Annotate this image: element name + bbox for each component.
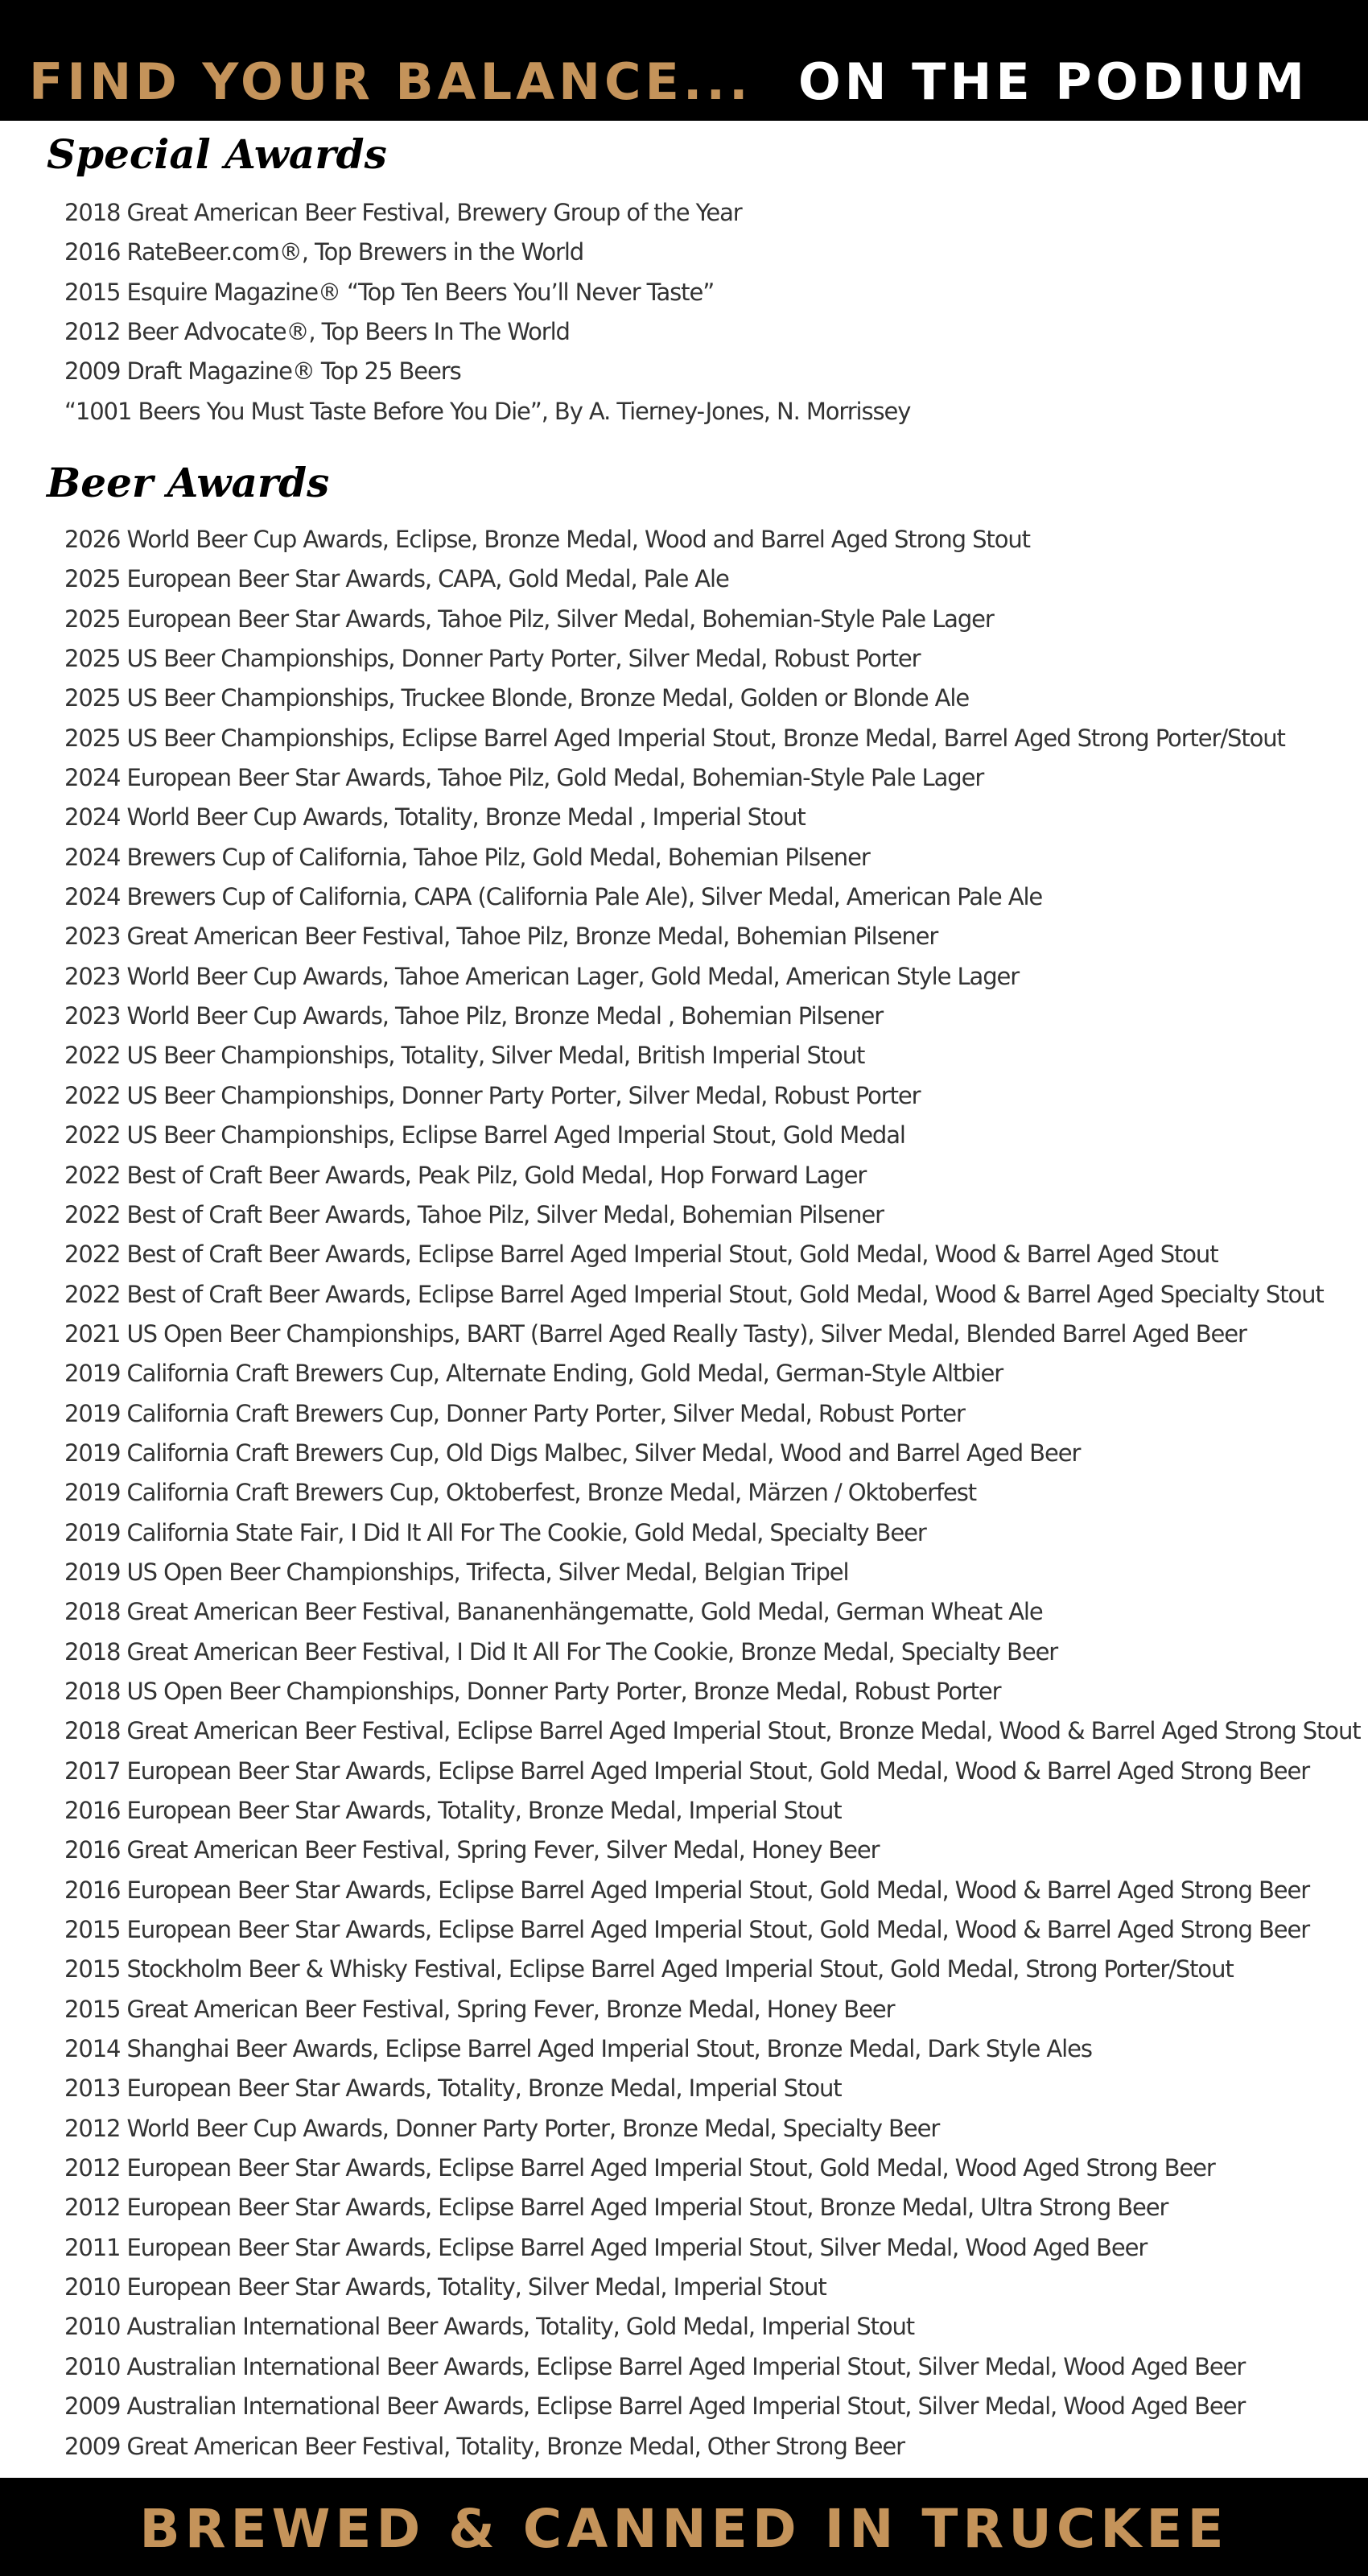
award-item: 2022 Best of Craft Beer Awards, Peak Pilz, Gold Medal, Hop Forward Lager (64, 1161, 867, 1189)
footer-title: BREWED & CANNED IN TRUCKEE (139, 2498, 1229, 2560)
award-item: 2024 Brewers Cup of California, CAPA (California Pale Ale), Silver Medal, American Pale Ale (64, 883, 1043, 911)
award-item: 2010 Australian International Beer Awards, Eclipse Barrel Aged Imperial Stout, Silver Medal, Wood Aged Beer (64, 2352, 1246, 2380)
award-item: 2018 Great American Beer Festival, Brewery Group of the Year (64, 199, 742, 226)
award-item: 2015 Great American Beer Festival, Spring Fever, Bronze Medal, Honey Beer (64, 1995, 895, 2023)
award-item: 2018 US Open Beer Championships, Donner Party Porter, Bronze Medal, Robust Porter (64, 1677, 1001, 1705)
award-item: 2022 US Beer Championships, Donner Party Porter, Silver Medal, Robust Porter (64, 1081, 921, 1109)
award-item: 2025 US Beer Championships, Donner Party Porter, Silver Medal, Robust Porter (64, 645, 921, 673)
award-item: 2021 US Open Beer Championships, BART (Barrel Aged Really Tasty), Silver Medal, Blended Barrel Aged Beer (64, 1319, 1246, 1348)
award-item: 2016 European Beer Star Awards, Totality, Bronze Medal, Imperial Stout (64, 1797, 842, 1824)
award-item: 2022 Best of Craft Beer Awards, Eclipse Barrel Aged Imperial Stout, Gold Medal, Wood & Barrel Aged Specialty Stout (64, 1280, 1324, 1308)
beer-awards-heading: Beer Awards (47, 459, 330, 506)
award-item: 2016 RateBeer.com®, Top Brewers in the World (64, 238, 584, 266)
award-item: 2016 European Beer Star Awards, Eclipse Barrel Aged Imperial Stout, Gold Medal, Wood & Barrel Aged Strong Beer (64, 1876, 1310, 1904)
award-item: 2009 Draft Magazine® Top 25 Beers (64, 357, 461, 386)
award-item: 2016 Great American Beer Festival, Spring Fever, Silver Medal, Honey Beer (64, 1836, 880, 1864)
award-item: 2010 Australian International Beer Awards, Totality, Gold Medal, Imperial Stout (64, 2313, 915, 2341)
award-item: 2025 European Beer Star Awards, CAPA, Gold Medal, Pale Ale (64, 565, 729, 593)
award-item: 2025 US Beer Championships, Truckee Blonde, Bronze Medal, Golden or Blonde Ale (64, 684, 970, 712)
award-item: 2015 Esquire Magazine® “Top Ten Beers You’ll Never Taste” (64, 278, 715, 306)
award-item: 2022 US Beer Championships, Eclipse Barrel Aged Imperial Stout, Gold Medal (64, 1121, 905, 1150)
award-item: 2023 World Beer Cup Awards, Tahoe Pilz, Bronze Medal , Bohemian Pilsener (64, 1002, 884, 1030)
award-item: 2009 Great American Beer Festival, Totality, Bronze Medal, Other Strong Beer (64, 2432, 904, 2460)
award-item: 2015 Stockholm Beer & Whisky Festival, Eclipse Barrel Aged Imperial Stout, Gold Medal, Strong Porter/Stout (64, 1955, 1234, 1984)
award-item: 2019 US Open Beer Championships, Trifecta, Silver Medal, Belgian Tripel (64, 1558, 849, 1586)
beer-awards-list (64, 520, 1361, 2467)
award-item: “1001 Beers You Must Taste Before You Die”, By A. Tierney-Jones, N. Morrissey (64, 397, 911, 425)
special-awards-heading: Special Awards (47, 130, 387, 178)
award-item: 2011 European Beer Star Awards, Eclipse Barrel Aged Imperial Stout, Silver Medal, Wood Aged Beer (64, 2233, 1148, 2261)
award-item: 2023 Great American Beer Festival, Tahoe Pilz, Bronze Medal, Bohemian Pilsener (64, 923, 938, 951)
award-item: 2019 California Craft Brewers Cup, Donner Party Porter, Silver Medal, Robust Porter (64, 1399, 965, 1427)
award-item: 2022 Best of Craft Beer Awards, Eclipse Barrel Aged Imperial Stout, Gold Medal, Wood & Barrel Aged Stout (64, 1241, 1218, 1269)
award-item: 2023 World Beer Cup Awards, Tahoe American Lager, Gold Medal, American Style Lager (64, 962, 1020, 990)
award-item: 2022 US Beer Championships, Totality, Silver Medal, British Imperial Stout (64, 1042, 865, 1070)
award-item: 2019 California Craft Brewers Cup, Alternate Ending, Gold Medal, German-Style Altbier (64, 1360, 1003, 1388)
special-awards-list (64, 193, 910, 431)
award-item: 2014 Shanghai Beer Awards, Eclipse Barrel Aged Imperial Stout, Bronze Medal, Dark Style Ales (64, 2035, 1092, 2063)
award-item: 2010 European Beer Star Awards, Totality, Silver Medal, Imperial Stout (64, 2273, 826, 2301)
award-item: 2019 California Craft Brewers Cup, Oktoberfest, Bronze Medal, Märzen / Oktoberfest (64, 1479, 977, 1507)
award-item: 2018 Great American Beer Festival, Bananenhängematte, Gold Medal, German Wheat Ale (64, 1598, 1043, 1626)
award-item: 2012 European Beer Star Awards, Eclipse Barrel Aged Imperial Stout, Gold Medal, Wood Aged Strong Beer (64, 2154, 1215, 2182)
header-left-title: FIND YOUR BALANCE... (29, 52, 752, 111)
award-item: 2019 California State Fair, I Did It All For The Cookie, Gold Medal, Specialty Beer (64, 1518, 926, 1546)
award-item: 2017 European Beer Star Awards, Eclipse Barrel Aged Imperial Stout, Gold Medal, Wood & Barrel Aged Strong Beer (64, 1757, 1310, 1785)
award-item: 2012 European Beer Star Awards, Eclipse Barrel Aged Imperial Stout, Bronze Medal, Ultra Strong Beer (64, 2194, 1168, 2222)
award-item: 2026 World Beer Cup Awards, Eclipse, Bronze Medal, Wood and Barrel Aged Strong Stout (64, 526, 1030, 553)
award-item: 2024 World Beer Cup Awards, Totality, Bronze Medal , Imperial Stout (64, 803, 806, 832)
award-item: 2022 Best of Craft Beer Awards, Tahoe Pilz, Silver Medal, Bohemian Pilsener (64, 1200, 884, 1228)
award-item: 2024 European Beer Star Awards, Tahoe Pilz, Gold Medal, Bohemian-Style Pale Lager (64, 764, 984, 792)
award-item: 2018 Great American Beer Festival, I Did It All For The Cookie, Bronze Medal, Specialty Beer (64, 1637, 1058, 1666)
header-banner (0, 0, 1368, 121)
award-item: 2009 Australian International Beer Awards, Eclipse Barrel Aged Imperial Stout, Silver Medal, Wood Aged Beer (64, 2392, 1246, 2421)
award-item: 2025 US Beer Championships, Eclipse Barrel Aged Imperial Stout, Bronze Medal, Barrel Aged Strong Porter/Stout (64, 724, 1285, 752)
award-item: 2019 California Craft Brewers Cup, Old Digs Malbec, Silver Medal, Wood and Barrel Aged Beer (64, 1439, 1081, 1467)
award-item: 2015 European Beer Star Awards, Eclipse Barrel Aged Imperial Stout, Gold Medal, Wood & Barrel Aged Strong Beer (64, 1916, 1310, 1944)
award-item: 2013 European Beer Star Awards, Totality, Bronze Medal, Imperial Stout (64, 2074, 842, 2103)
award-item: 2025 European Beer Star Awards, Tahoe Pilz, Silver Medal, Bohemian-Style Pale Lager (64, 605, 994, 633)
award-item: 2012 Beer Advocate®, Top Beers In The World (64, 318, 570, 346)
footer-banner (0, 2478, 1368, 2576)
header-right-title: ON THE PODIUM (797, 52, 1308, 111)
award-item: 2012 World Beer Cup Awards, Donner Party Porter, Bronze Medal, Specialty Beer (64, 2114, 940, 2142)
award-item: 2018 Great American Beer Festival, Eclipse Barrel Aged Imperial Stout, Bronze Medal, Wood & Barrel Aged Strong Stout (64, 1717, 1361, 1745)
award-item: 2024 Brewers Cup of California, Tahoe Pilz, Gold Medal, Bohemian Pilsener (64, 843, 870, 871)
